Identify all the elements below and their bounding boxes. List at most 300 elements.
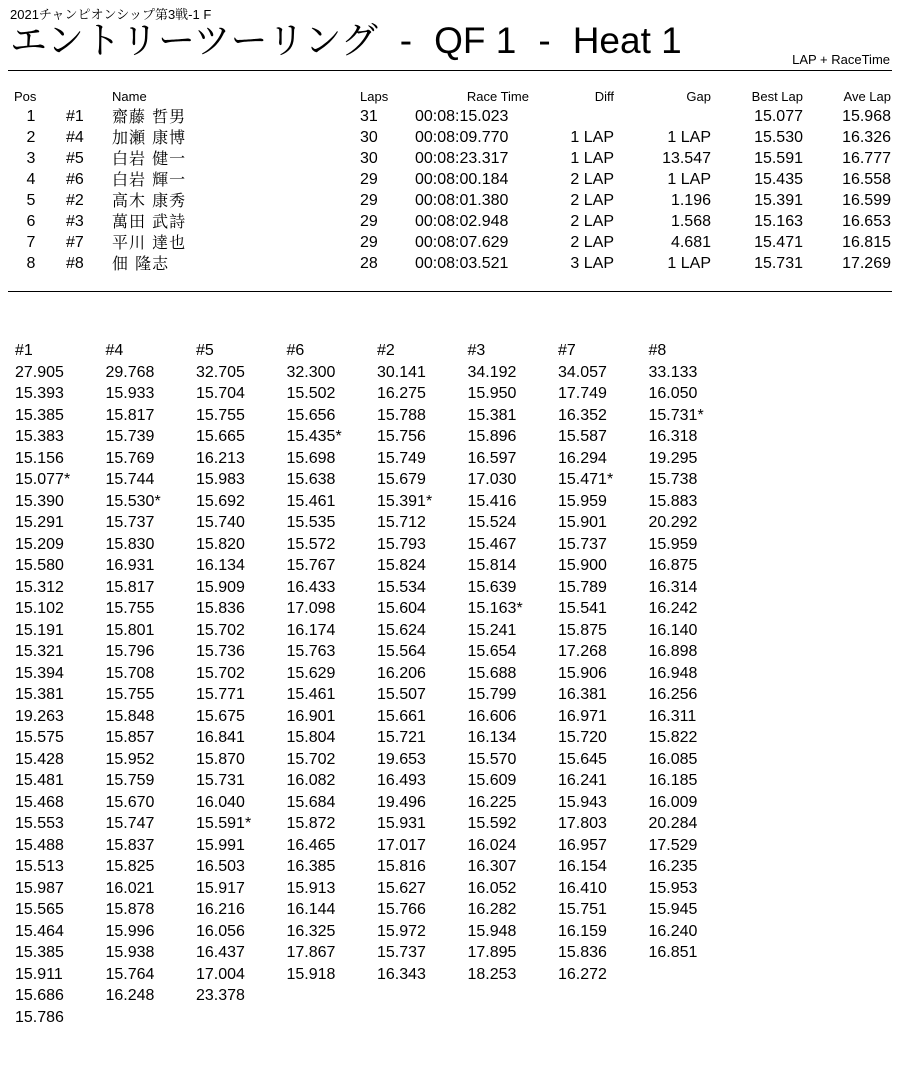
car-number-cell: #2 xyxy=(66,192,84,209)
lap-time: 15.688 xyxy=(467,664,517,682)
lap-time: 15.209 xyxy=(15,535,64,553)
lap-time: 16.040 xyxy=(196,793,245,811)
race-time-cell: 00:08:00.184 xyxy=(415,171,509,188)
driver-name-cell: 高木 康秀 xyxy=(112,191,187,210)
lap-time: 19.295 xyxy=(648,449,698,467)
lap-time: 16.021 xyxy=(105,879,155,897)
lap-time: 15.702 xyxy=(286,750,336,768)
best-lap-cell: 15.163 xyxy=(754,213,803,230)
title-class-name: エントリーツーリング xyxy=(10,19,378,62)
lap-time: 15.435* xyxy=(286,428,342,445)
lap-time: 15.830 xyxy=(105,535,155,553)
laps-cell: 31 xyxy=(360,108,378,125)
laps-cell: 30 xyxy=(360,150,378,167)
driver-name-cell: 平川 達也 xyxy=(112,233,187,252)
lap-time: 15.708 xyxy=(105,664,155,682)
lap-time: 15.692 xyxy=(196,492,245,510)
lap-time: 15.654 xyxy=(467,643,517,660)
ave-lap-cell: 16.599 xyxy=(842,192,891,209)
diff-cell: 1 LAP xyxy=(570,129,614,146)
lap-time: 15.629 xyxy=(286,664,336,682)
lap-time: 15.824 xyxy=(377,557,426,574)
lap-time: 15.241 xyxy=(467,621,517,639)
lap-time: 15.749 xyxy=(377,449,426,467)
lap-time: 16.465 xyxy=(286,836,336,854)
lap-time: 16.352 xyxy=(558,406,607,424)
lap-time: 15.872 xyxy=(286,815,336,832)
lap-time: 19.496 xyxy=(377,793,426,811)
lap-time: 34.192 xyxy=(467,363,517,381)
lap-time: 15.933 xyxy=(105,385,155,402)
lap-time: 15.945 xyxy=(648,901,698,918)
title-dash-1: - xyxy=(399,20,413,61)
lap-time: 15.670 xyxy=(105,793,155,811)
header-name: Name xyxy=(112,89,147,104)
lap-time: 16.343 xyxy=(377,965,426,983)
ave-lap-cell: 16.777 xyxy=(842,150,891,167)
lap-time: 15.959 xyxy=(558,492,607,510)
lap-time: 15.381 xyxy=(15,686,64,703)
lap-time: 15.759 xyxy=(105,772,155,789)
lap-time: 15.870 xyxy=(196,750,245,768)
lap-time: 15.952 xyxy=(105,750,155,768)
lap-time: 15.609 xyxy=(467,772,517,789)
lap-time: 15.816 xyxy=(377,858,426,875)
lap-time: 15.704 xyxy=(196,385,245,402)
lap-time: 15.656 xyxy=(286,406,336,424)
lap-time: 15.901 xyxy=(558,514,607,531)
lap-column-header: #8 xyxy=(648,342,667,359)
lap-time: 15.675 xyxy=(196,707,245,725)
lap-column-header: #7 xyxy=(558,342,576,359)
lap-time: 15.461 xyxy=(286,686,336,703)
lap-time: 17.529 xyxy=(648,836,698,854)
lap-time: 20.284 xyxy=(648,815,698,832)
lap-time: 15.764 xyxy=(105,965,155,983)
lap-time: 16.294 xyxy=(558,449,607,467)
lap-time: 16.144 xyxy=(286,901,336,918)
table-row xyxy=(0,232,900,253)
laps-cell: 29 xyxy=(360,171,378,188)
race-time-cell: 00:08:09.770 xyxy=(415,129,509,146)
lap-column-header: #1 xyxy=(15,342,33,359)
lap-time: 16.134 xyxy=(467,729,517,746)
position-cell: 7 xyxy=(26,234,36,251)
lap-time: 17.098 xyxy=(286,600,336,617)
lap-time: 15.739 xyxy=(105,428,155,445)
lap-time: 19.653 xyxy=(377,750,426,768)
laps-cell: 29 xyxy=(360,192,378,209)
results-header-row xyxy=(0,88,900,106)
lap-time: 15.801 xyxy=(105,621,155,639)
lap-time: 17.017 xyxy=(377,836,426,854)
lap-time: 15.918 xyxy=(286,965,336,983)
lap-time: 15.428 xyxy=(15,750,64,768)
lap-time: 15.767 xyxy=(286,557,336,574)
lap-time: 15.587 xyxy=(558,428,607,445)
race-time-cell: 00:08:23.317 xyxy=(415,150,509,167)
lap-column xyxy=(468,340,559,1028)
lap-time: 16.381 xyxy=(558,686,607,703)
best-lap-cell: 15.077 xyxy=(754,108,803,125)
ave-lap-cell: 16.558 xyxy=(842,171,891,188)
results-table xyxy=(0,88,900,274)
lap-time: 18.253 xyxy=(467,965,517,983)
lap-time: 15.878 xyxy=(105,901,155,918)
lap-time: 15.825 xyxy=(105,858,155,875)
lap-times-grid xyxy=(15,340,739,1028)
lap-time: 15.468 xyxy=(15,793,64,811)
laps-cell: 29 xyxy=(360,234,378,251)
lap-time: 20.292 xyxy=(648,514,698,531)
lap-time: 16.597 xyxy=(467,449,517,467)
driver-name-cell: 佃 隆志 xyxy=(112,254,170,273)
diff-cell: 2 LAP xyxy=(570,234,614,251)
lap-time: 15.909 xyxy=(196,578,245,596)
diff-cell: 3 LAP xyxy=(570,255,614,272)
lap-time: 16.875 xyxy=(648,557,698,574)
lap-time: 15.738 xyxy=(648,471,698,488)
lap-time: 16.235 xyxy=(648,858,698,875)
lap-time: 16.159 xyxy=(558,922,607,940)
lap-time: 16.272 xyxy=(558,965,607,983)
lap-time: 15.737 xyxy=(377,944,426,961)
lap-time: 15.917 xyxy=(196,879,245,897)
lap-time: 15.755 xyxy=(196,406,245,424)
lap-column xyxy=(287,340,378,1028)
lap-column-header: #6 xyxy=(286,342,305,359)
lap-time: 15.163* xyxy=(467,600,523,617)
lap-time: 33.133 xyxy=(648,363,698,381)
car-number-cell: #1 xyxy=(66,108,84,125)
header-divider xyxy=(8,70,892,71)
lap-time: 16.009 xyxy=(648,793,698,811)
race-time-cell: 00:08:03.521 xyxy=(415,255,509,272)
lap-time: 27.905 xyxy=(15,363,64,381)
lap-time: 15.502 xyxy=(286,385,336,402)
lap-time: 15.102 xyxy=(15,600,64,617)
lap-time: 16.318 xyxy=(648,428,698,445)
lap-time: 16.931 xyxy=(105,557,155,574)
event-subtitle: 2021チャンピオンシップ第3戦-1 F xyxy=(10,7,212,22)
lap-time: 15.464 xyxy=(15,922,64,940)
driver-name-cell: 加瀬 康博 xyxy=(112,128,187,147)
lap-time: 16.241 xyxy=(558,772,607,789)
lap-time: 16.311 xyxy=(648,707,697,725)
lap-time: 16.242 xyxy=(648,600,698,617)
lap-time: 15.814 xyxy=(467,557,517,574)
diff-cell: 2 LAP xyxy=(570,171,614,188)
lap-time: 16.410 xyxy=(558,879,607,897)
lap-time: 15.702 xyxy=(196,664,245,682)
lap-time: 23.378 xyxy=(196,987,245,1004)
lap-time: 15.763 xyxy=(286,643,336,660)
lap-time: 15.996 xyxy=(105,922,155,940)
lap-time: 16.256 xyxy=(648,686,698,703)
lap-time: 15.156 xyxy=(15,449,64,467)
lap-time: 34.057 xyxy=(558,363,607,381)
car-number-cell: #8 xyxy=(66,255,84,272)
lap-time: 15.737 xyxy=(558,535,607,553)
lap-time: 15.592 xyxy=(467,815,517,832)
lap-time: 16.050 xyxy=(648,385,698,402)
lap-time: 15.720 xyxy=(558,729,607,746)
lap-column xyxy=(377,340,468,1028)
best-lap-cell: 15.591 xyxy=(754,150,803,167)
lap-time: 17.803 xyxy=(558,815,607,832)
lap-time: 15.796 xyxy=(105,643,155,660)
position-cell: 8 xyxy=(26,255,36,272)
lap-time: 16.314 xyxy=(648,578,698,596)
lap-time: 15.766 xyxy=(377,901,426,918)
diff-cell: 1 LAP xyxy=(570,150,614,167)
lap-time: 15.702 xyxy=(196,621,245,639)
lap-time: 15.191 xyxy=(15,621,64,639)
lap-time: 15.467 xyxy=(467,535,517,553)
lap-time: 15.572 xyxy=(286,535,336,553)
lap-time: 15.740 xyxy=(196,514,245,531)
driver-name-cell: 白岩 健一 xyxy=(112,149,187,168)
title-qualifying: QF 1 xyxy=(434,20,517,61)
lap-time: 17.749 xyxy=(558,385,607,402)
lap-time: 15.943 xyxy=(558,793,607,811)
lap-time: 17.268 xyxy=(558,643,607,660)
table-row xyxy=(0,211,900,232)
lap-time: 15.665 xyxy=(196,428,245,445)
lap-time: 15.321 xyxy=(15,643,64,660)
lap-time: 16.185 xyxy=(648,772,698,789)
lap-time: 15.755 xyxy=(105,686,155,703)
lap-time: 15.911 xyxy=(15,965,63,983)
lap-time: 29.768 xyxy=(105,363,155,381)
race-time-cell: 00:08:15.023 xyxy=(415,108,509,125)
lap-column-header: #2 xyxy=(377,342,395,359)
lap-time: 15.686 xyxy=(15,987,64,1004)
lap-time: 15.638 xyxy=(286,471,336,488)
lap-time: 15.836 xyxy=(196,600,245,617)
lap-time: 15.836 xyxy=(558,944,607,961)
car-number-cell: #6 xyxy=(66,171,84,188)
lap-time: 15.385 xyxy=(15,406,64,424)
lap-time: 16.493 xyxy=(377,772,426,789)
lap-time: 15.679 xyxy=(377,471,426,488)
lap-time: 16.174 xyxy=(286,621,336,639)
lap-column xyxy=(106,340,197,1028)
position-cell: 3 xyxy=(26,150,36,167)
lap-column xyxy=(558,340,649,1028)
lap-column-header: #4 xyxy=(105,342,124,359)
lap-time: 30.141 xyxy=(377,363,426,381)
position-cell: 4 xyxy=(26,171,36,188)
lap-time: 15.789 xyxy=(558,578,607,596)
lap-time: 15.580 xyxy=(15,557,64,574)
gap-cell: 1 LAP xyxy=(667,255,711,272)
lap-time: 15.906 xyxy=(558,664,607,682)
lap-time: 15.755 xyxy=(105,600,155,617)
lap-time: 16.240 xyxy=(648,922,698,940)
car-number-cell: #4 xyxy=(66,129,84,146)
lap-column xyxy=(15,340,106,1028)
car-number-cell: #3 xyxy=(66,213,84,230)
laps-cell: 30 xyxy=(360,129,378,146)
lap-column-header: #3 xyxy=(467,342,486,359)
lap-time: 15.698 xyxy=(286,449,336,467)
gap-cell: 13.547 xyxy=(662,150,711,167)
lap-time: 15.786 xyxy=(15,1008,64,1026)
car-number-cell: #7 xyxy=(66,234,84,251)
title-heat: Heat 1 xyxy=(572,20,682,61)
lap-time: 15.950 xyxy=(467,385,517,402)
lap-time: 16.134 xyxy=(196,557,245,574)
lap-time: 17.030 xyxy=(467,471,517,488)
lap-time: 15.987 xyxy=(15,879,64,897)
lap-time: 15.488 xyxy=(15,836,64,854)
lap-time: 16.325 xyxy=(286,922,336,940)
lap-time: 15.394 xyxy=(15,664,64,682)
lap-time: 15.391* xyxy=(377,492,433,510)
lap-time: 16.213 xyxy=(196,449,245,467)
lap-time: 16.957 xyxy=(558,836,607,854)
ave-lap-cell: 17.269 xyxy=(842,255,891,272)
lap-time: 15.721 xyxy=(377,729,426,746)
lap-time: 19.263 xyxy=(15,707,64,725)
lap-time: 16.216 xyxy=(196,901,245,918)
lap-time: 16.225 xyxy=(467,793,517,811)
race-time-cell: 00:08:02.948 xyxy=(415,213,509,230)
gap-cell: 1 LAP xyxy=(667,171,711,188)
header-ave-lap: Ave Lap xyxy=(843,89,891,104)
lap-time: 16.085 xyxy=(648,750,698,768)
lap-time: 15.744 xyxy=(105,471,155,488)
lap-time: 15.661 xyxy=(377,707,426,725)
ave-lap-cell: 16.326 xyxy=(842,129,891,146)
results-body xyxy=(0,106,900,274)
lap-time: 15.530* xyxy=(105,492,161,510)
lap-time: 15.822 xyxy=(648,729,698,746)
best-lap-cell: 15.530 xyxy=(754,129,803,146)
lap-time: 15.645 xyxy=(558,750,607,768)
lap-time: 15.799 xyxy=(467,686,517,703)
header-best-lap: Best Lap xyxy=(751,89,803,104)
results-divider xyxy=(8,291,892,292)
lap-time: 15.900 xyxy=(558,557,607,574)
lap-time: 16.437 xyxy=(196,944,245,961)
table-row xyxy=(0,169,900,190)
diff-cell: 2 LAP xyxy=(570,192,614,209)
lap-time: 15.507 xyxy=(377,686,426,703)
lap-time: 16.024 xyxy=(467,836,517,854)
laps-cell: 28 xyxy=(360,255,378,272)
lap-time: 15.972 xyxy=(377,922,426,940)
lap-time: 17.004 xyxy=(196,965,245,983)
lap-time: 15.535 xyxy=(286,514,336,531)
header-gap: Gap xyxy=(686,89,711,104)
lap-time: 15.565 xyxy=(15,901,64,918)
gap-cell: 1.196 xyxy=(670,192,711,209)
lap-time: 15.684 xyxy=(286,793,336,811)
lap-time: 15.604 xyxy=(377,600,426,617)
lap-time: 15.747 xyxy=(105,815,155,832)
lap-time: 15.627 xyxy=(377,879,426,897)
lap-column xyxy=(649,340,740,1028)
position-cell: 6 xyxy=(26,213,36,230)
lap-time: 15.513 xyxy=(15,858,64,875)
lap-time: 15.416 xyxy=(467,492,517,510)
lap-time: 16.606 xyxy=(467,707,517,725)
lap-time: 16.206 xyxy=(377,664,426,682)
lap-time: 15.959 xyxy=(648,535,698,553)
header-pos: Pos xyxy=(14,89,37,104)
driver-name-cell: 萬田 武詩 xyxy=(112,212,187,231)
lap-time: 15.983 xyxy=(196,471,245,488)
position-cell: 1 xyxy=(26,108,36,125)
lap-time: 15.575 xyxy=(15,729,64,746)
table-row xyxy=(0,190,900,211)
gap-cell: 4.681 xyxy=(670,234,711,251)
lap-time: 17.867 xyxy=(286,944,336,961)
lap-time: 16.056 xyxy=(196,922,245,940)
lap-time: 16.851 xyxy=(648,944,698,961)
car-number-cell: #5 xyxy=(66,150,84,167)
lap-time: 15.804 xyxy=(286,729,336,746)
lap-time: 16.282 xyxy=(467,901,517,918)
best-lap-cell: 15.391 xyxy=(754,192,803,209)
lap-column-header: #5 xyxy=(196,342,214,359)
gap-cell: 1.568 xyxy=(670,213,711,230)
lap-time: 15.848 xyxy=(105,707,155,725)
lap-time: 15.788 xyxy=(377,406,426,424)
ave-lap-cell: 16.815 xyxy=(842,234,891,251)
driver-name-cell: 白岩 輝一 xyxy=(112,170,187,189)
lap-time: 16.275 xyxy=(377,385,426,402)
lap-time: 32.300 xyxy=(286,363,336,381)
lap-time: 15.393 xyxy=(15,385,64,402)
table-row xyxy=(0,106,900,127)
lap-time: 15.541 xyxy=(558,600,607,617)
lap-time: 15.481 xyxy=(15,772,64,789)
diff-cell: 2 LAP xyxy=(570,213,614,230)
lap-time: 15.564 xyxy=(377,643,426,660)
best-lap-cell: 15.435 xyxy=(754,171,803,188)
lap-time: 15.875 xyxy=(558,621,607,639)
lap-time: 16.052 xyxy=(467,879,517,897)
lap-time: 15.883 xyxy=(648,492,698,510)
lap-time: 15.390 xyxy=(15,492,64,510)
lap-time: 15.857 xyxy=(105,729,155,746)
lap-time: 16.948 xyxy=(648,664,698,682)
ave-lap-cell: 15.968 xyxy=(842,108,891,125)
lap-time: 15.385 xyxy=(15,944,64,961)
lap-time: 15.771 xyxy=(196,686,245,703)
lap-time: 15.991 xyxy=(196,836,245,854)
laps-cell: 29 xyxy=(360,213,378,230)
lap-time: 15.931 xyxy=(377,815,426,832)
lap-time: 15.524 xyxy=(467,514,517,531)
lap-time: 15.624 xyxy=(377,621,426,639)
lap-time: 15.639 xyxy=(467,578,517,596)
lap-time: 15.381 xyxy=(467,406,517,424)
lap-time: 16.503 xyxy=(196,858,245,875)
lap-time: 15.570 xyxy=(467,750,517,768)
lap-time: 15.820 xyxy=(196,535,245,553)
table-row xyxy=(0,253,900,274)
page-title xyxy=(10,20,682,62)
lap-time: 15.312 xyxy=(15,578,64,596)
gap-cell: 1 LAP xyxy=(667,129,711,146)
lap-time: 16.248 xyxy=(105,987,155,1004)
lap-time: 15.736 xyxy=(196,643,245,660)
lap-time: 15.769 xyxy=(105,449,155,467)
